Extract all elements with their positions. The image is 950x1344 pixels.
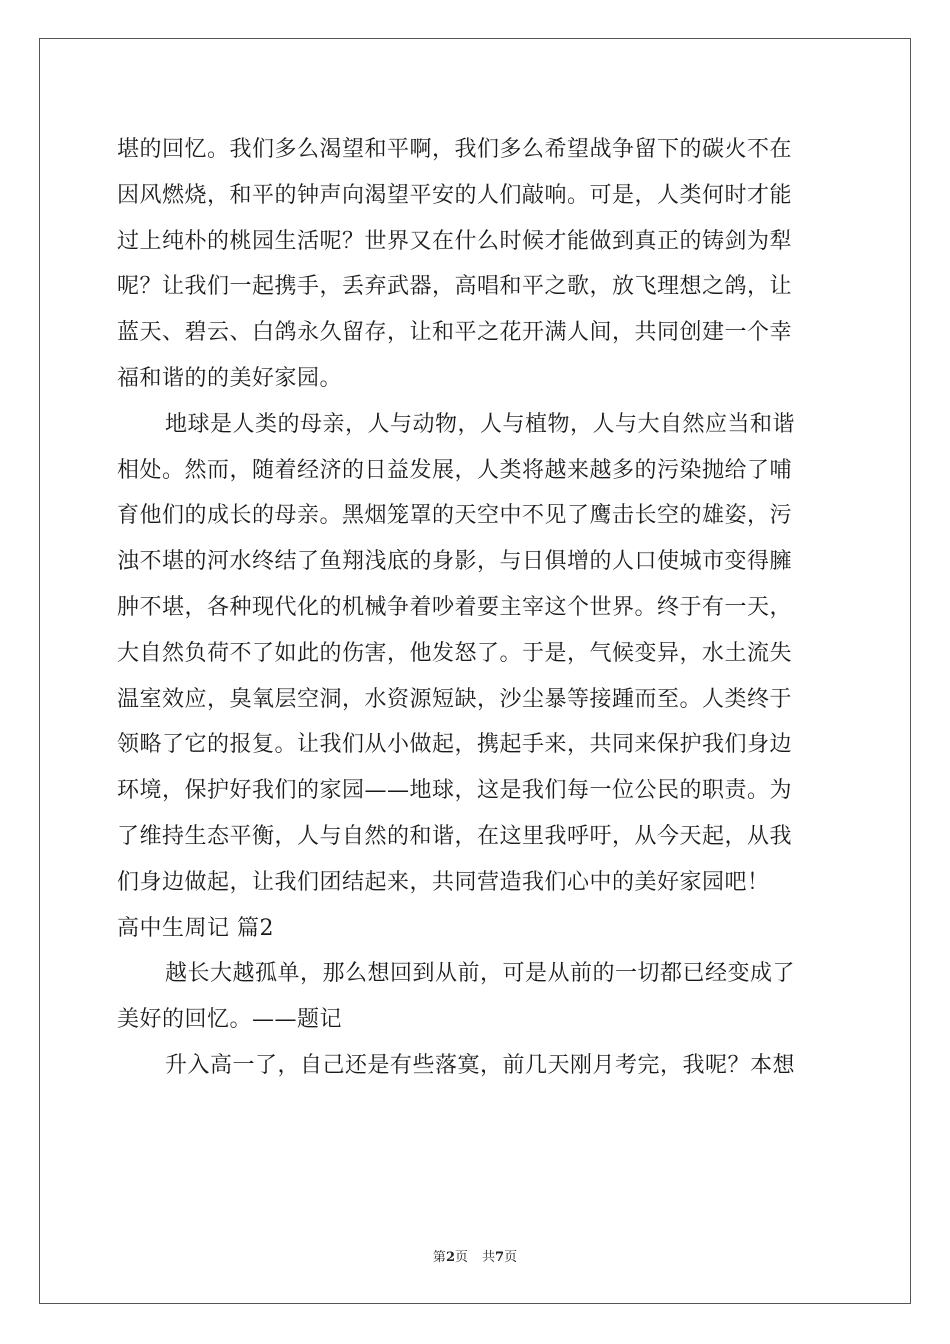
- page-footer: [0, 1246, 950, 1265]
- body-line: 相处。然而，随着经济的日益发展，人类将越来越多的污染抛给了哺: [117, 457, 793, 483]
- body-line: 美好的回忆。——题记: [117, 1007, 343, 1033]
- body-line: 肿不堪，各种现代化的机械争着吵着要主宰这个世界。终于有一天，: [117, 594, 793, 620]
- body-line: 大自然负荷不了如此的伤害，他发怒了。于是，气候变异，水土流失: [117, 640, 793, 666]
- body-line: 浊不堪的河水终结了鱼翔浅底的身影，与日俱增的人口使城市变得臃: [117, 549, 793, 575]
- page-prefix: 第: [432, 1250, 446, 1265]
- total-suffix: 页: [504, 1250, 518, 1265]
- body-line: 育他们的成长的母亲。黑烟笼罩的天空中不见了鹰击长空的雄姿，污: [117, 503, 793, 529]
- body-line: 越长大越孤单，那么想回到从前，可是从前的一切都已经变成了: [165, 961, 796, 987]
- body-line: 们身边做起，让我们团结起来，共同营造我们心中的美好家园吧！: [117, 869, 770, 895]
- body-line: 蓝天、碧云、白鸽永久留存，让和平之花开满人间，共同创建一个幸: [117, 320, 793, 346]
- body-line: 温室效应，臭氧层空洞，水资源短缺，沙尘暴等接踵而至。人类终于: [117, 686, 793, 712]
- body-line: 堪的回忆。我们多么渴望和平啊，我们多么希望战争留下的碳火不在: [117, 137, 793, 162]
- page-suffix: 页: [454, 1250, 468, 1265]
- body-line: 升入高一了，自己还是有些落寞，前几天刚月考完，我呢？本想: [165, 1052, 796, 1078]
- section-heading: 高中生周记 篇2: [117, 915, 274, 941]
- body-line: 了维持生态平衡，人与自然的和谐，在这里我呼吁，从今天起，从我: [117, 823, 793, 849]
- body-line: 地球是人类的母亲，人与动物，人与植物，人与大自然应当和谐: [165, 411, 796, 437]
- body-line: 领略了它的报复。让我们从小做起，携起手来，共同来保护我们身边: [117, 732, 793, 758]
- body-line: 环境，保护好我们的家园——地球，这是我们每一位公民的职责。为: [117, 778, 793, 804]
- body-line: 过上纯朴的桃园生活呢？世界又在什么时候才能做到真正的铸剑为犁: [117, 228, 793, 254]
- body-line: 呢？让我们一起携手，丢弃武器，高唱和平之歌，放飞理想之鸽，让: [117, 274, 793, 300]
- total-prefix: 共: [482, 1250, 496, 1265]
- total-page-number: 7: [495, 1250, 505, 1265]
- body-line: 因风燃烧，和平的钟声向渴望平安的人们敲响。可是，人类何时才能: [117, 182, 793, 208]
- document-body: [117, 127, 833, 1089]
- current-page-number: 2: [445, 1250, 455, 1265]
- body-line: 福和谐的的美好家园。: [117, 365, 343, 391]
